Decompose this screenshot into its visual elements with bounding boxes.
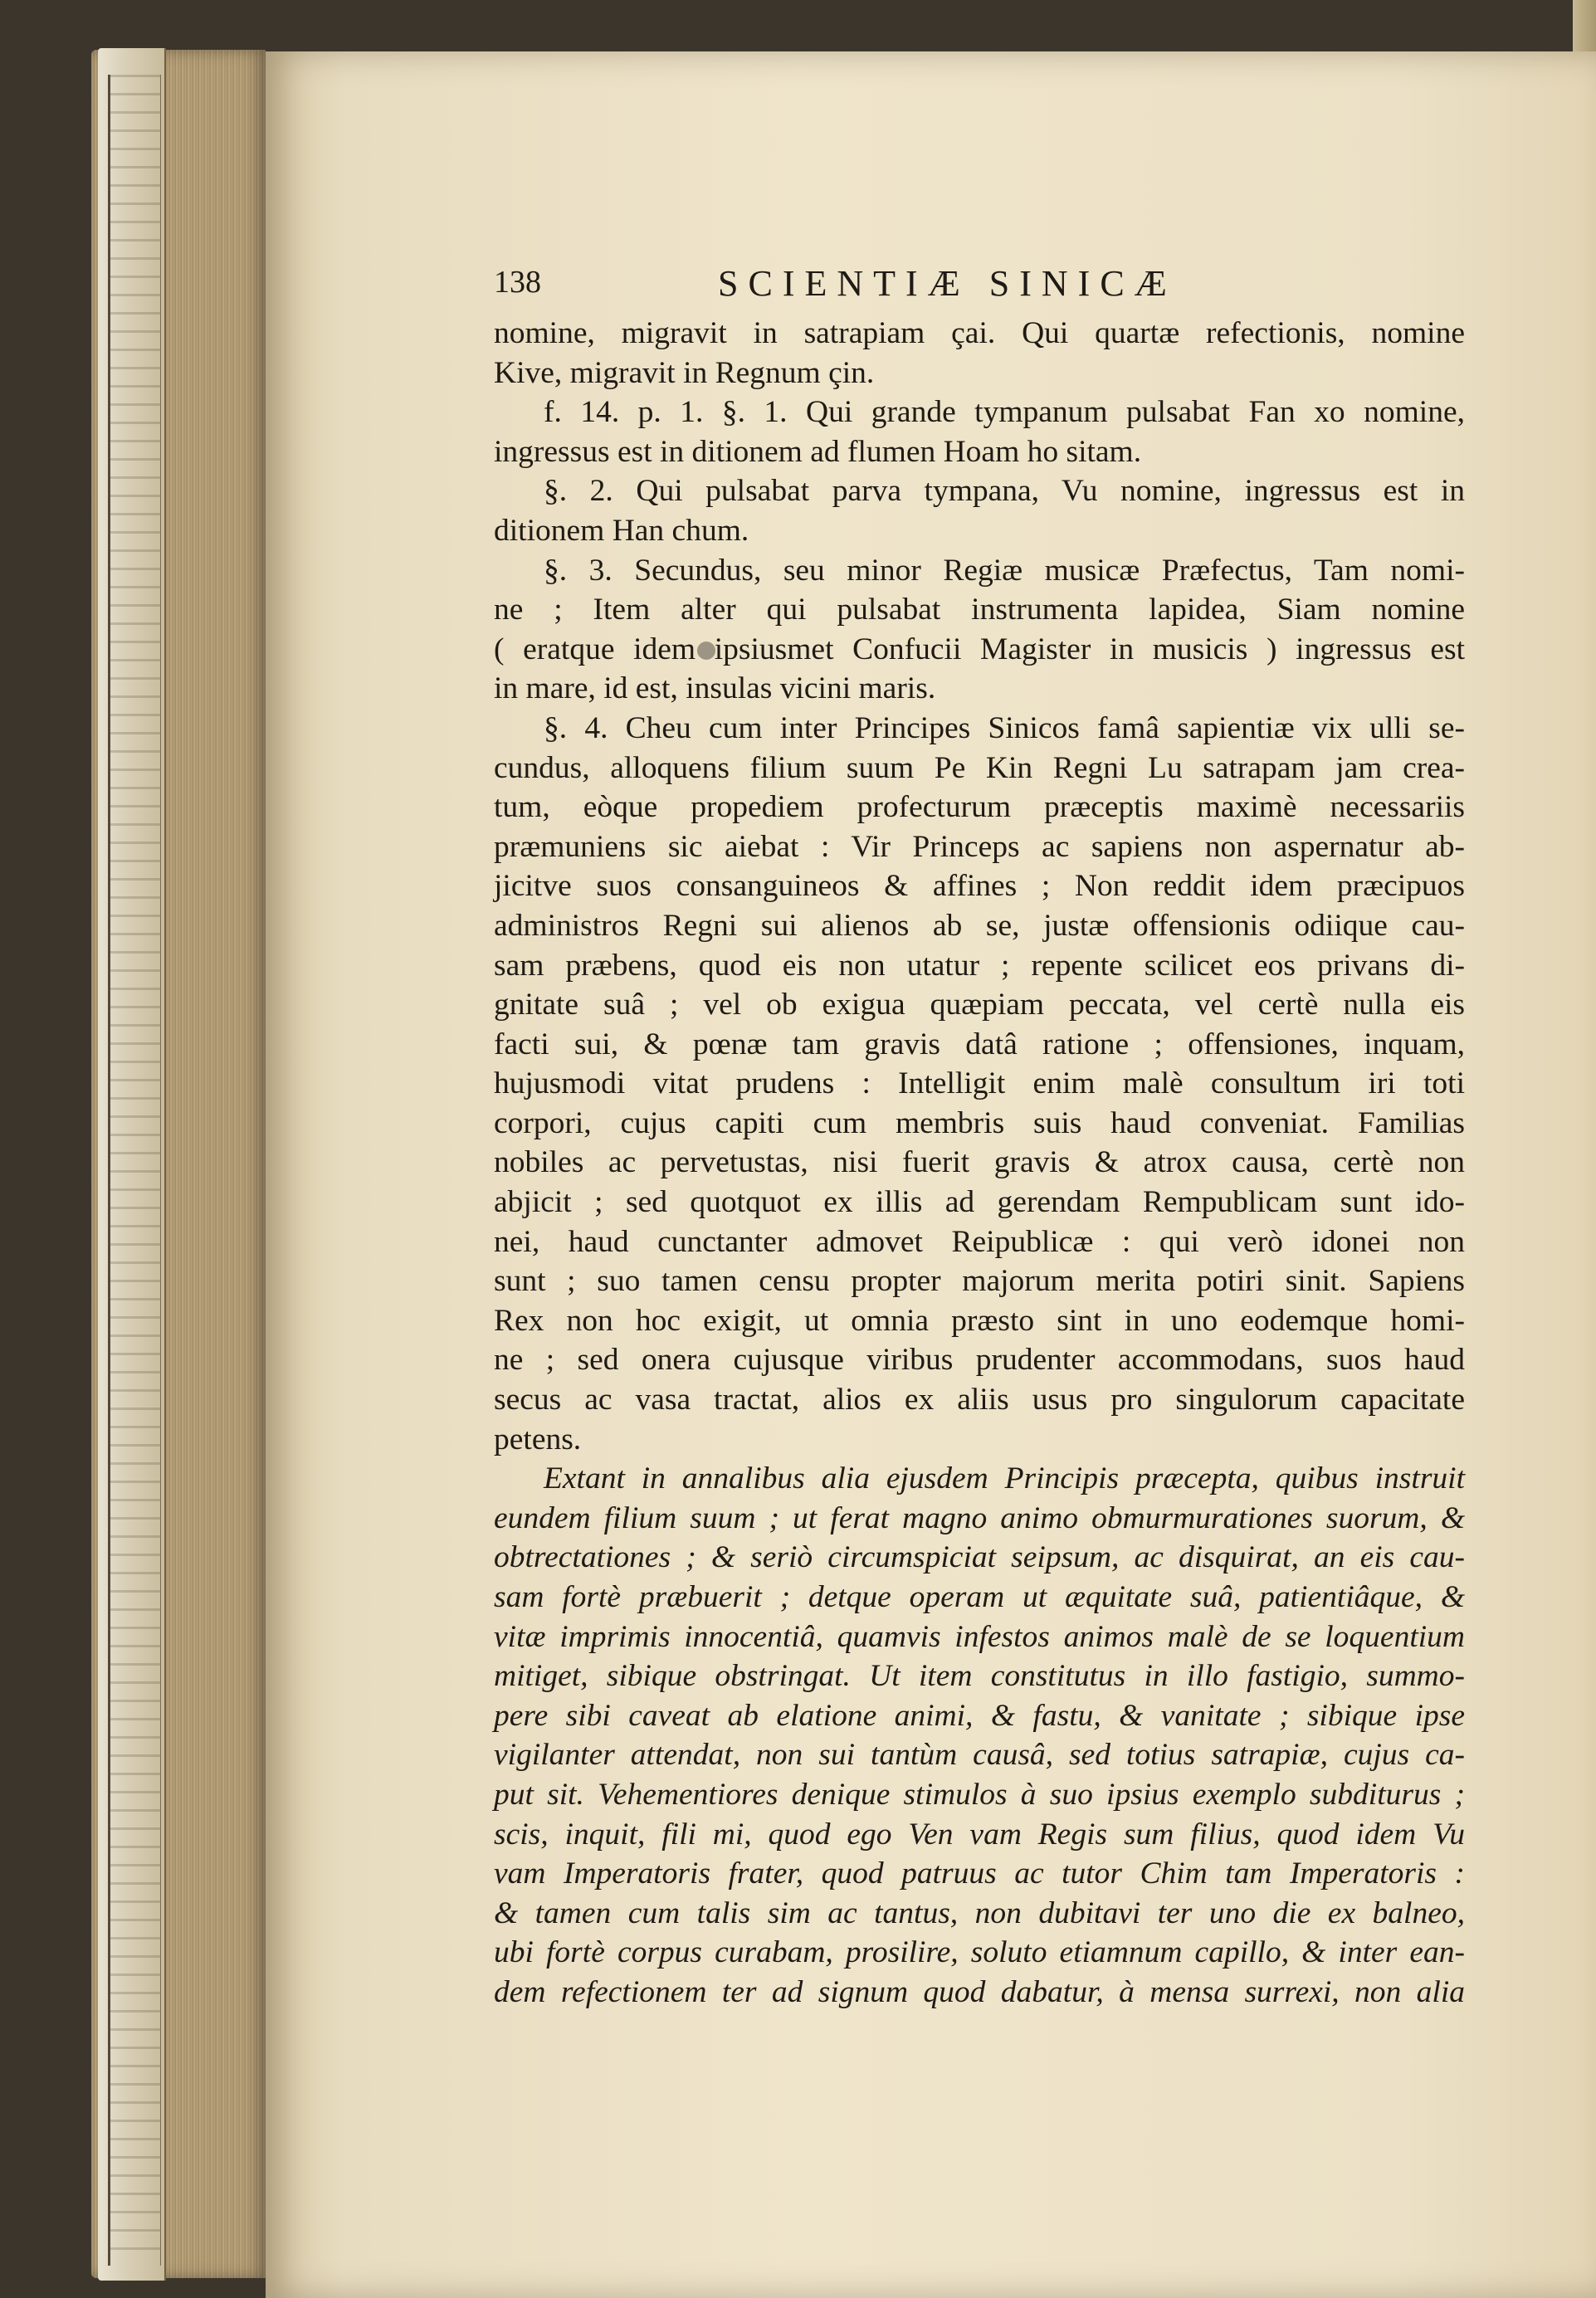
text-line: ne ; sed onera cujusque viribus prudenter accommodans, suos haud bbox=[494, 1343, 1465, 1378]
text-line: eundem filium suum ; ut ferat magno animo obmurmurationes suorum, & bbox=[494, 1500, 1465, 1535]
text-line: f. 14. p. 1. §. 1. Qui grande tympanum pulsabat Fan xo nomine, bbox=[544, 395, 1465, 430]
text-line: Extant in annalibus alia ejusdem Principis præcepta, quibus instruit bbox=[544, 1461, 1465, 1496]
text-line: sam præbens, quod eis non utatur ; repente scilicet eos privans di- bbox=[494, 948, 1465, 983]
text-line: vam Imperatoris frater, quod patruus ac tutor Chim tam Imperatoris : bbox=[494, 1856, 1465, 1891]
text-line: pere sibi caveat ab elatione animi, & fastu, & vanitate ; sibique ipse bbox=[494, 1698, 1465, 1733]
text-line: gnitate suâ ; vel ob exigua quæpiam peccata, vel certè nulla eis bbox=[494, 988, 1465, 1022]
text-line: hujusmodi vitat prudens : Intelligit enim malè consultum iri toti bbox=[494, 1066, 1465, 1101]
running-head bbox=[494, 264, 1465, 314]
text-line: ne ; Item alter qui pulsabat instrumenta lapidea, Siam nomine bbox=[494, 593, 1465, 627]
running-title: SCIENTIÆ SINICÆ bbox=[718, 263, 1177, 304]
text-line: Rex non hoc exigit, ut omnia præsto sint in uno eodemque homi- bbox=[494, 1303, 1465, 1338]
text-line: secus ac vasa tractat, alios ex aliis usus pro singulorum capacitate bbox=[494, 1383, 1465, 1417]
text-line: vitæ imprimis innocentiâ, quamvis infestos animos malè de se loquentium bbox=[494, 1619, 1465, 1654]
text-line: petens. bbox=[494, 1422, 582, 1456]
text-line: & tamen cum talis sim ac tantus, non dubitavi ter uno die ex balneo, bbox=[494, 1895, 1465, 1930]
text-line: facti sui, & pœnæ tam gravis datâ ratione ; offensiones, inquam, bbox=[494, 1027, 1465, 1061]
text-line: ingressus est in ditionem ad flumen Hoam ho sitam. bbox=[494, 434, 1142, 469]
text-line: sunt ; suo tamen censu propter majorum merita potiri sinit. Sapiens bbox=[494, 1264, 1465, 1299]
text-line: nomine, migravit in satrapiam çai. Qui quartæ refectionis, nomine bbox=[494, 316, 1465, 350]
body-text bbox=[494, 314, 1465, 1459]
text-line: cundus, alloquens filium suum Pe Kin Regni Lu satrapam jam crea- bbox=[494, 750, 1465, 785]
text-line: abjicit ; sed quotquot ex illis ad gerendam Rempublicam sunt ido- bbox=[494, 1185, 1465, 1220]
text-line: in mare, id est, insulas vicini maris. bbox=[494, 671, 936, 706]
text-line: nei, haud cunctanter admovet Reipublicæ : qui verò idonei non bbox=[494, 1224, 1465, 1259]
text-line: §. 2. Qui pulsabat parva tympana, Vu nomine, ingressus est in bbox=[544, 474, 1465, 509]
text-line: præmuniens sic aiebat : Vir Princeps ac sapiens non aspernatur ab- bbox=[494, 829, 1465, 864]
text-line: ditionem Han chum. bbox=[494, 513, 749, 548]
text-line: nobiles ac pervetustas, nisi fuerit gravis & atrox causa, certè non bbox=[494, 1145, 1465, 1180]
page-text bbox=[494, 264, 1465, 2013]
italic-commentary bbox=[494, 1459, 1465, 2012]
text-line: dem refectionem ter ad signum quod dabatur, à mensa surrexi, non alia bbox=[494, 1974, 1465, 2009]
text-line: §. 4. Cheu cum inter Principes Sinicos famâ sapientiæ vix ulli se- bbox=[544, 710, 1465, 745]
text-line: administros Regni sui alienos ab se, justæ offensionis odiique cau- bbox=[494, 908, 1465, 943]
book-cover-binding bbox=[108, 75, 161, 2266]
text-line: obtrectationes ; & seriò circumspiciat seipsum, ac disquirat, an eis cau- bbox=[494, 1540, 1465, 1575]
text-line: ( eratque idem ipsiusmet Confucii Magister in musicis ) ingressus est bbox=[494, 632, 1465, 666]
text-line: sam fortè præbuerit ; detque operam ut æquitate suâ, patientiâque, & bbox=[494, 1580, 1465, 1614]
text-line: put sit. Vehementiores denique stimulos à suo ipsius exemplo subditurus ; bbox=[494, 1777, 1465, 1812]
text-line: Kive, migravit in Regnum çin. bbox=[494, 355, 875, 390]
text-line: vigilanter attendat, non sui tantùm causâ, sed totius satrapiæ, cujus ca- bbox=[494, 1738, 1465, 1773]
text-line: jicitve suos consanguineos & affines ; Non reddit idem præcipuos bbox=[494, 869, 1465, 904]
text-line: §. 3. Secundus, seu minor Regiæ musicæ Præfectus, Tam nomi- bbox=[544, 553, 1465, 588]
text-line: mitiget, sibique obstringat. Ut item constitutus in illo fastigio, summo- bbox=[494, 1659, 1465, 1694]
text-line: scis, inquit, fili mi, quod ego Ven vam Regis sum filius, quod idem Vu bbox=[494, 1817, 1465, 1852]
text-line: corpori, cujus capiti cum membris suis haud conveniat. Familias bbox=[494, 1105, 1465, 1140]
text-line: ubi fortè corpus curabam, prosilire, soluto etiamnum capillo, & inter ean- bbox=[494, 1935, 1465, 1970]
text-line: tum, eòque propediem profecturum præceptis maximè necessariis bbox=[494, 790, 1465, 825]
page-number: 138 bbox=[494, 265, 541, 300]
